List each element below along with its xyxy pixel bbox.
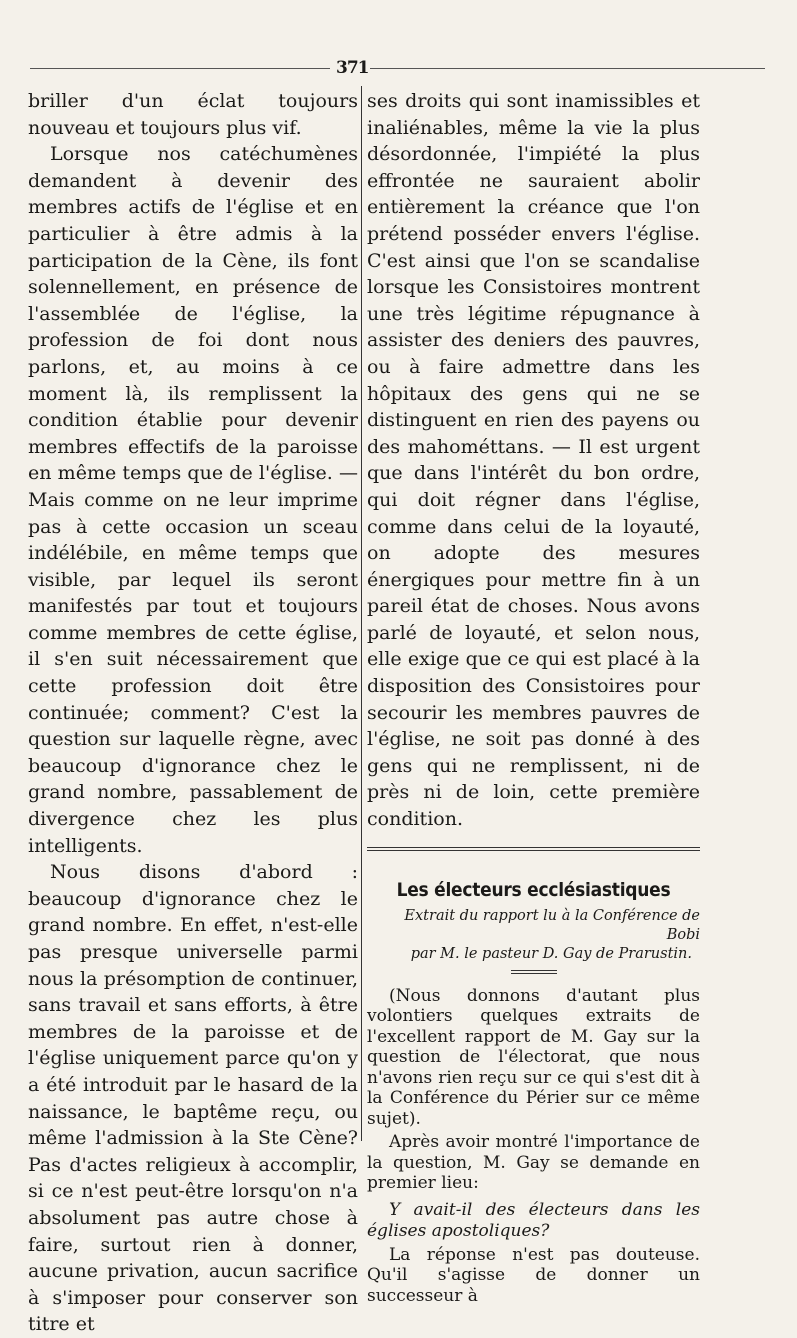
article-subtitle-line-1: Extrait du rapport lu à la Conférence de Bobi bbox=[404, 907, 700, 943]
article-paragraph-3: La réponse n'est pas douteuse. Qu'il s'agisse de donner un successeur à bbox=[367, 1244, 700, 1306]
article-question: Y avait-il des électeurs dans les églises apostoliques? bbox=[367, 1199, 700, 1241]
page-number: 371 bbox=[336, 58, 369, 78]
column-divider bbox=[361, 86, 362, 1141]
header-rule-right bbox=[370, 68, 765, 73]
double-rule bbox=[367, 847, 700, 851]
article-subtitle-line-2: par M. le pasteur D. Gay de Prarustin. bbox=[410, 945, 692, 962]
right-column bbox=[367, 88, 700, 1306]
article-intro: (Nous donnons d'autant plus volontiers quelques extraits de l'excellent rapport de M. Gay sur la question de l'électorat, que nous n'avons rien reçu sur ce qui s'est dit à la Conférence du Périer sur ce même sujet). bbox=[367, 985, 700, 1129]
section-separator bbox=[367, 847, 700, 851]
article-subtitle bbox=[367, 907, 700, 964]
header-rule-left bbox=[30, 68, 330, 73]
left-paragraph-2: Lorsque nos catéchumènes demandent à devenir des membres actifs de l'église et en particulier à être admis à la participation de la Cène, ils font solennellement, en présence de l'assemblée de l'église, la profession de foi dont nous parlons, et, au moins à ce moment là, ils remplissent la condition établie pour devenir membres effectifs de la paroisse en même temps que de l'église. — Mais comme on ne leur imprime pas à cette occasion un sceau indélébile, en même temps que visible, par lequel ils seront manifestés par tout et toujours comme membres de cette église, il s'en suit nécessairement que cette profession doit être continuée; comment? C'est la question sur laquelle règne, avec beaucoup d'ignorance chez le grand nombre, passablement de divergence chez les plus intelligents. bbox=[28, 143, 358, 857]
article-paragraph-2: Après avoir montré l'importance de la question, M. Gay se demande en premier lieu: bbox=[367, 1132, 700, 1194]
short-double-rule bbox=[511, 970, 557, 974]
article-title: Les électeurs ecclésiastiques bbox=[396, 878, 671, 901]
left-paragraph-1: briller d'un éclat toujours nouveau et toujours plus vif. bbox=[28, 90, 358, 139]
page-header bbox=[30, 58, 765, 80]
left-paragraph-3: Nous disons d'abord : beaucoup d'ignorance chez le grand nombre. En effet, n'est-elle pas presque universelle parmi nous la présomption de continuer, sans travail et sans efforts, à être membres de la paroisse et de l'église uniquement parce qu'on y a été introduit par le hasard de la naissance, le baptême reçu, ou même l'admission à la Ste Cène? Pas d'actes religieux à accomplir, si ce n'est peut-être lorsqu'on n'a absolument pas autre chose à faire, surtout rien à donner, aucune privation, aucun sacrifice à s'imposer pour conserver son titre et bbox=[28, 861, 358, 1336]
left-column bbox=[28, 88, 358, 1338]
right-paragraph-1: ses droits qui sont inamissibles et inaliénables, même la vie la plus désordonnée, l'impiété la plus effrontée ne sauraient abolir entièrement la créance que l'on prétend posséder envers l'église. C'est ainsi que l'on se scandalise lorsque les Consistoires montrent une très légitime répugnance à assister des deniers des pauvres, ou à faire admettre dans les hôpitaux des gens qui ne se distinguent en rien des payens ou des mahométtans. — Il est urgent que dans l'intérêt du bon ordre, qui doit régner dans l'église, comme dans celui de la loyauté, on adopte des mesures énergiques pour mettre fin à un pareil état de choses. Nous avons parlé de loyauté, et selon nous, elle exige que ce qui est placé à la disposition des Consistoires pour secourir les membres pauvres de l'église, ne soit pas donné à des gens qui ne remplissent, ni de près ni de loin, cette première condition. bbox=[367, 90, 700, 831]
